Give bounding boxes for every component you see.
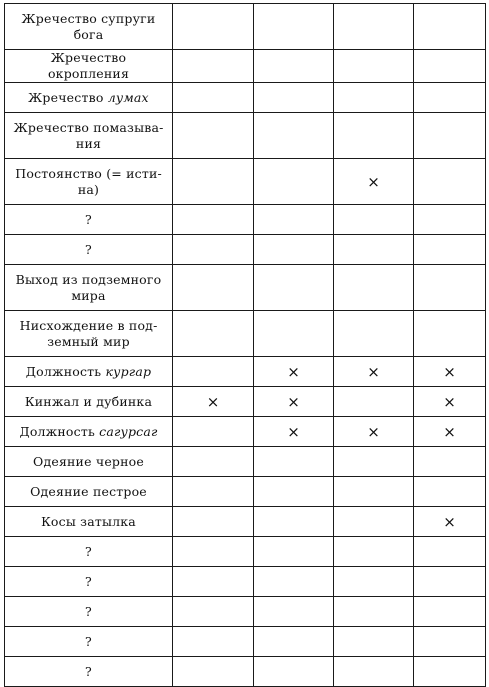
table-row [5,357,486,387]
table-body [5,4,486,687]
mark-cell-col-1 [173,597,254,627]
row-label-text: ? [85,603,92,619]
cross-mark-icon: × [287,422,300,441]
row-label [5,159,173,205]
mark-cell-col-2 [254,477,334,507]
mark-cell-col-2 [254,357,334,387]
mark-cell-col-2 [254,627,334,657]
row-label-italic-term: лумах [107,89,149,105]
mark-cell-col-4 [414,50,486,83]
mark-cell-col-4 [414,113,486,159]
row-label-text: Постоянство (= истина) [15,165,162,197]
row-label [5,537,173,567]
mark-cell-col-2 [254,311,334,357]
row-label-text: Жречество помазывания [13,119,164,151]
mark-cell-col-3 [334,265,414,311]
row-label-text: Одеяние пестрое [30,483,147,499]
attribute-table-page [4,3,485,679]
mark-cell-col-4 [414,4,486,50]
mark-cell-col-2 [254,597,334,627]
mark-cell-col-1 [173,50,254,83]
row-label [5,83,173,113]
mark-cell-col-1 [173,159,254,205]
mark-cell-col-4 [414,387,486,417]
cross-mark-icon: × [443,362,456,381]
mark-cell-col-1 [173,537,254,567]
table-row [5,477,486,507]
row-label-text: ? [85,663,92,679]
row-label-text: ? [85,633,92,649]
mark-cell-col-2 [254,205,334,235]
mark-cell-col-4 [414,597,486,627]
row-label [5,417,173,447]
mark-cell-col-2 [254,113,334,159]
table-row [5,113,486,159]
table-row [5,159,486,205]
mark-cell-col-3 [334,83,414,113]
row-label-text: Должность [25,363,106,379]
mark-cell-col-3 [334,537,414,567]
mark-cell-col-4 [414,567,486,597]
table-row [5,567,486,597]
cross-mark-icon: × [443,422,456,441]
mark-cell-col-1 [173,311,254,357]
table-row [5,205,486,235]
mark-cell-col-3 [334,417,414,447]
row-label [5,311,173,357]
row-label [5,627,173,657]
mark-cell-col-4 [414,537,486,567]
row-label [5,235,173,265]
mark-cell-col-3 [334,507,414,537]
cross-mark-icon: × [287,362,300,381]
row-label-text: ? [85,573,92,589]
table-row [5,417,486,447]
mark-cell-col-1 [173,205,254,235]
mark-cell-col-3 [334,627,414,657]
row-label-text: Должность [19,423,100,439]
row-label [5,507,173,537]
mark-cell-col-1 [173,265,254,311]
row-label-italic-term: сагурсаг [99,423,158,439]
row-label-text: Нисхождение в подземный мир [19,317,158,349]
mark-cell-col-3 [334,387,414,417]
mark-cell-col-4 [414,83,486,113]
mark-cell-col-3 [334,159,414,205]
row-label [5,447,173,477]
mark-cell-col-3 [334,477,414,507]
mark-cell-col-3 [334,4,414,50]
table-row [5,507,486,537]
row-label-text: Выход из подземного мира [15,271,162,303]
mark-cell-col-2 [254,235,334,265]
mark-cell-col-4 [414,357,486,387]
row-label-italic-term: кургар [105,363,152,379]
mark-cell-col-1 [173,387,254,417]
attribute-matrix-table [4,3,486,687]
cross-mark-icon: × [443,392,456,411]
table-row [5,83,486,113]
row-label [5,597,173,627]
mark-cell-col-1 [173,447,254,477]
cross-mark-icon: × [443,512,456,531]
mark-cell-col-2 [254,447,334,477]
mark-cell-col-3 [334,447,414,477]
row-label-text: Кинжал и дубинка [24,393,153,409]
mark-cell-col-4 [414,159,486,205]
mark-cell-col-3 [334,235,414,265]
mark-cell-col-2 [254,159,334,205]
mark-cell-col-2 [254,265,334,311]
mark-cell-col-1 [173,567,254,597]
row-label [5,477,173,507]
mark-cell-col-4 [414,417,486,447]
row-label [5,4,173,50]
mark-cell-col-2 [254,83,334,113]
mark-cell-col-3 [334,357,414,387]
row-label [5,265,173,311]
mark-cell-col-4 [414,477,486,507]
mark-cell-col-1 [173,83,254,113]
table-row [5,447,486,477]
cross-mark-icon: × [367,362,380,381]
mark-cell-col-2 [254,50,334,83]
row-label [5,113,173,159]
row-label-text: Одеяние черное [33,453,144,469]
mark-cell-col-1 [173,627,254,657]
row-label-text: ? [85,543,92,559]
table-row [5,627,486,657]
table-row [5,311,486,357]
row-label [5,357,173,387]
table-row [5,597,486,627]
mark-cell-col-4 [414,311,486,357]
mark-cell-col-1 [173,235,254,265]
cross-mark-icon: × [287,392,300,411]
mark-cell-col-1 [173,357,254,387]
mark-cell-col-3 [334,567,414,597]
mark-cell-col-4 [414,235,486,265]
mark-cell-col-4 [414,447,486,477]
cross-mark-icon: × [206,392,220,411]
table-row [5,235,486,265]
row-label [5,205,173,235]
mark-cell-col-2 [254,417,334,447]
row-label-text: Жречество супруги бога [21,10,156,42]
mark-cell-col-1 [173,507,254,537]
mark-cell-col-4 [414,507,486,537]
mark-cell-col-4 [414,265,486,311]
mark-cell-col-3 [334,113,414,159]
mark-cell-col-1 [173,113,254,159]
mark-cell-col-1 [173,417,254,447]
row-label-text: Косы затылка [41,513,136,529]
row-label-text: ? [85,211,92,227]
row-label-text: Жречество окропления [47,50,130,81]
mark-cell-col-3 [334,50,414,83]
row-label [5,50,173,83]
table-row [5,265,486,311]
mark-cell-col-2 [254,387,334,417]
table-row [5,537,486,567]
mark-cell-col-3 [334,597,414,627]
row-label-text: ? [85,241,92,257]
row-label [5,567,173,597]
mark-cell-col-2 [254,537,334,567]
row-label-text: Жречество [28,89,108,105]
mark-cell-col-2 [254,4,334,50]
mark-cell-col-3 [334,205,414,235]
mark-cell-col-1 [173,477,254,507]
table-row [5,387,486,417]
mark-cell-col-3 [334,311,414,357]
mark-cell-col-4 [414,205,486,235]
row-label [5,387,173,417]
mark-cell-col-4 [414,627,486,657]
mark-cell-col-2 [254,567,334,597]
mark-cell-col-1 [173,4,254,50]
cross-mark-icon: × [367,172,380,191]
table-row [5,4,486,50]
mark-cell-col-2 [254,507,334,537]
cross-mark-icon: × [367,422,380,441]
table-row [5,50,486,83]
